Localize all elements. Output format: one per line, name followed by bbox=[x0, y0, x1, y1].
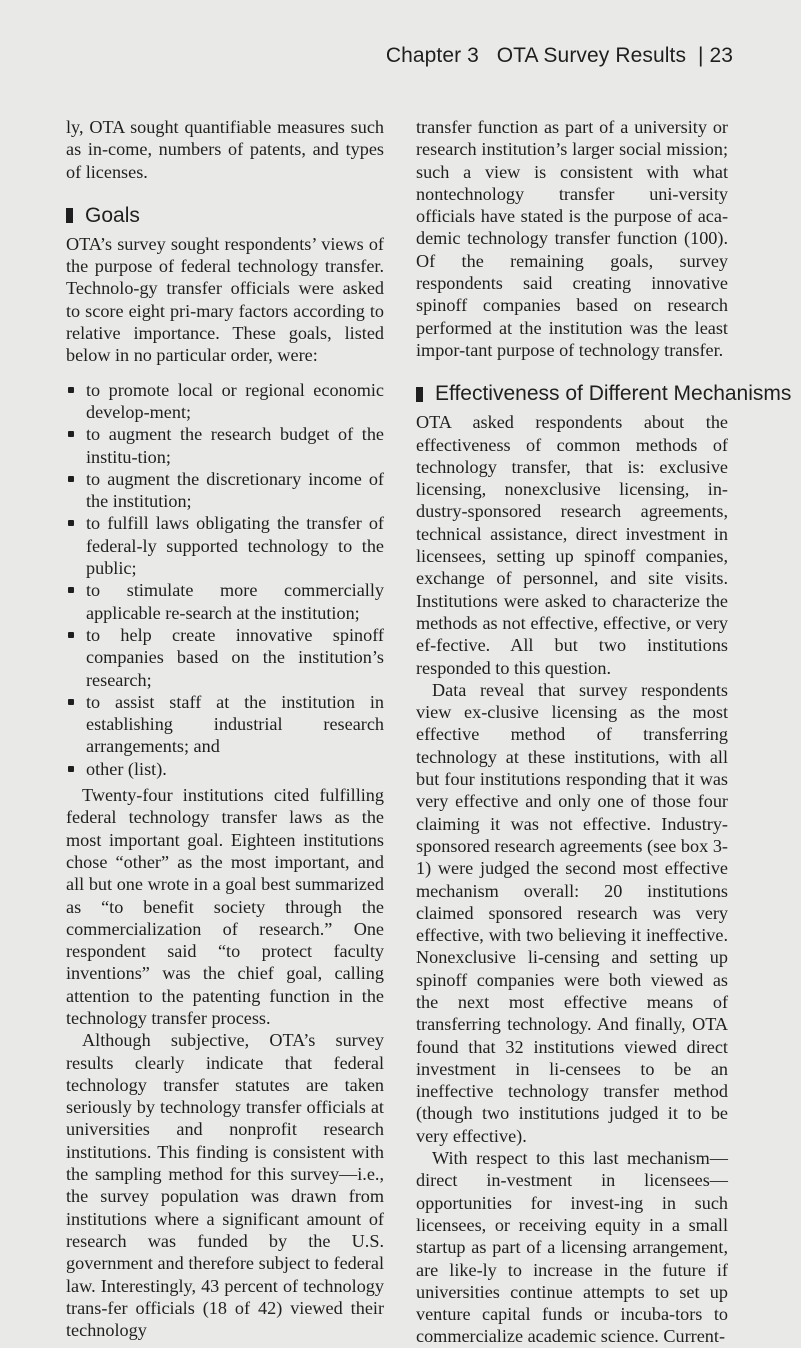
body-paragraph: Twenty-four institutions cited fulfilling federal technology transfer laws as the most important goal. Eighteen institutions chose “other” as the most important, and all but one wrote in a goal best summarized as “to benefit society through the commercialization of research.” One respondent said “to protect faculty inventions” was the chief goal, calling attention to the patenting function in the technology transfer process. bbox=[66, 785, 384, 1028]
chapter-title: OTA Survey Results bbox=[496, 44, 687, 67]
right-column bbox=[416, 116, 792, 1348]
bullet-icon bbox=[68, 431, 74, 437]
list-item: to stimulate more commercially applicable re-search at the institution; bbox=[86, 579, 384, 624]
goals-heading-text: Goals bbox=[85, 203, 140, 227]
body-paragraph: With respect to this last mechanism—direct in-vestment in licensees—opportunities for invest-ing in such licensees, or receiving equity in a small startup as part of a licensing arrangement, are like-ly to increase in the future if universities continue attempts to set up venture capital funds or incuba-tors to commercialize academic science. Current- bbox=[416, 1148, 728, 1347]
list-item: to promote local or regional economic develop-ment; bbox=[86, 379, 384, 424]
bullet-icon bbox=[68, 766, 74, 772]
heading-marker-icon bbox=[416, 387, 423, 402]
bullet-icon bbox=[68, 387, 74, 393]
list-item: to augment the discretionary income of the institution; bbox=[86, 468, 384, 513]
chapter-label: Chapter 3 bbox=[385, 44, 479, 67]
list-item: to augment the research budget of the institu-tion; bbox=[86, 423, 384, 468]
bullet-icon bbox=[68, 699, 74, 705]
body-paragraph: OTA asked respondents about the effectiveness of common methods of technology transfer, that is: exclusive licensing, nonexclusive licensing, in-dustry-sponsored research agreements, technical assistance, direct investment in licensees, setting up spinoff companies, exchange of personnel, and site visits. Institutions were asked to characterize the methods as not effective, effective, or very ef-fective. All but two institutions responded to this question. bbox=[416, 412, 728, 678]
goals-list bbox=[66, 379, 384, 780]
body-paragraph: Although subjective, OTA’s survey results clearly indicate that federal technology transfer statutes are taken seriously by technology transfer officials at universities and nonprofit research institutions. This finding is consistent with the sampling method for this survey—i.e., the survey population was drawn from institutions where a significant amount of research was funded by the U.S. government and therefore subject to federal law. Interestingly, 43 percent of technology trans-fer officials (18 of 42) viewed their technology bbox=[66, 1030, 384, 1341]
effectiveness-heading-text: Effectiveness of Different Mechanisms bbox=[435, 382, 792, 406]
running-header bbox=[386, 44, 733, 68]
list-item: to help create innovative spinoff companies based on the institution’s research; bbox=[86, 624, 384, 691]
bullet-icon bbox=[68, 632, 74, 638]
goals-paragraph: OTA’s survey sought respondents’ views of the purpose of federal technology transfer. Technolo-gy transfer officials were asked to score eight pri-mary factors according to relative importance. These goals, listed below in no particular order, were: bbox=[66, 233, 384, 366]
effectiveness-heading bbox=[416, 382, 792, 406]
header-separator: | bbox=[697, 44, 704, 67]
intro-paragraph: ly, OTA sought quantifiable measures such as in-come, numbers of patents, and types of licenses. bbox=[66, 117, 384, 182]
bullet-icon bbox=[68, 476, 74, 482]
bullet-icon bbox=[68, 587, 74, 593]
list-item: other (list). bbox=[86, 758, 384, 780]
bullet-icon bbox=[68, 520, 74, 526]
left-column bbox=[66, 116, 384, 1341]
list-item: to fulfill laws obligating the transfer of federal-ly supported technology to the public; bbox=[86, 512, 384, 579]
body-paragraph: Data reveal that survey respondents view ex-clusive licensing as the most effective method of transferring technology at these institutions, with all but four institutions responding that it was very effective and only one of those four claiming it was not effective. Industry-sponsored research agreements (see box 3-1) were judged the second most effective mechanism overall: 20 institutions claimed sponsored research was very effective, with two believing it ineffective. Nonexclusive li-censing and setting up spinoff companies were both viewed as the next most effective means of transferring technology. And finally, OTA found that 32 institutions viewed direct investment in li-censees to be an ineffective technology transfer method (though two institutions judged it to be very effective). bbox=[416, 679, 728, 1146]
goals-heading bbox=[66, 204, 384, 228]
heading-marker-icon bbox=[66, 208, 73, 223]
list-item: to assist staff at the institution in establishing industrial research arrangements; and bbox=[86, 691, 384, 758]
body-paragraph: transfer function as part of a university or research institution’s larger social mission; such a view is consistent with what nontechnology transfer uni-versity officials have stated is the purpose of aca-demic technology transfer function (100). Of the remaining goals, survey respondents said creating innovative spinoff companies based on research performed at the institution was the least impor-tant purpose of technology transfer. bbox=[416, 117, 728, 360]
page-number: 23 bbox=[709, 44, 733, 67]
